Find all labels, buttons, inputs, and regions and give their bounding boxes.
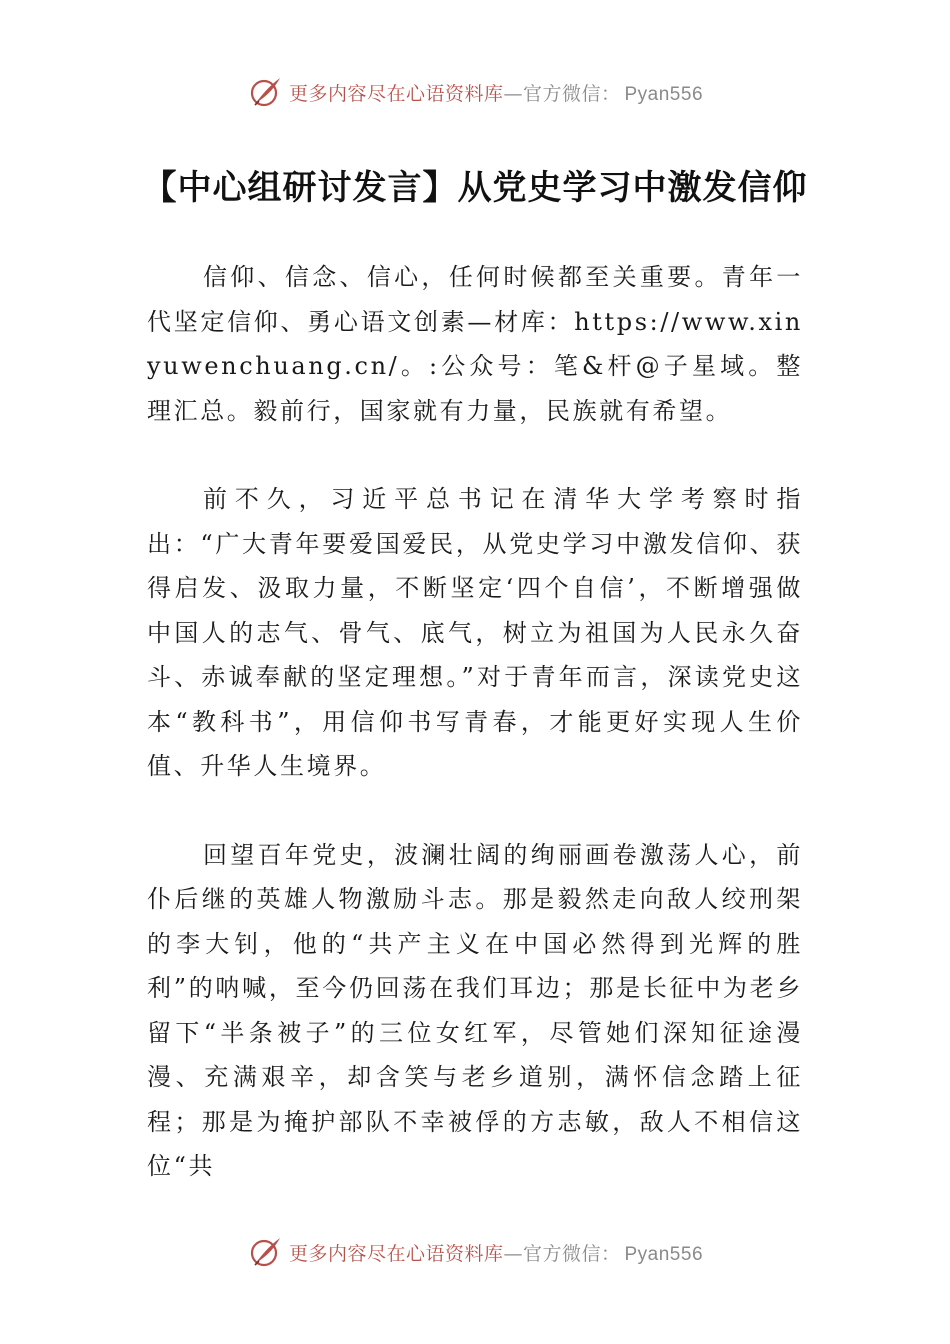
footer-banner-code: Pyan556 [624,1243,704,1265]
paragraph-2: 前不久，习近平总书记在清华大学考察时指出：“广大青年要爱国爱民，从党史学习中激发信仰、获得启发、汲取力量，不断坚定‘四个自信’，不断增强做中国人的志气、骨气、底气，树立为祖国为人民永久奋斗、赤诚奉献的坚定理想。”对于青年而言，深读党史这本“教科书”，用信仰书写青春，才能更好实现人生价值、升华人生境界。 [147,485,803,780]
document-body [147,255,803,1233]
quill-pen-logo-icon [247,1234,283,1270]
header-banner-code: Pyan556 [624,83,704,105]
footer-banner [0,1232,950,1272]
header-banner-sep: —官方微信： [503,82,621,105]
header-banner-text [289,79,703,106]
header-banner-main: 更多内容尽在心语资料库 [288,82,504,105]
paragraph-1: 信仰、信念、信心，任何时候都至关重要。青年一代坚定信仰、勇心语文创素—材库：https://www.xinyuwenchuang.cn/。:公众号：笔&杆@子星域。整理汇总。毅前行，国家就有力量，民族就有希望。 [147,263,803,425]
document-title: 【中心组研讨发言】从党史学习中激发信仰 [142,168,808,208]
header-banner [0,72,950,112]
footer-banner-text [289,1239,703,1266]
footer-banner-main: 更多内容尽在心语资料库 [288,1242,504,1265]
footer-banner-sep: —官方微信： [503,1242,621,1265]
paragraph-3: 回望百年党史，波澜壮阔的绚丽画卷激荡人心，前仆后继的英雄人物激励斗志。那是毅然走向敌人绞刑架的李大钊，他的“共产主义在中国必然得到光辉的胜利”的呐喊，至今仍回荡在我们耳边；那是长征中为老乡留下“半条被子”的三位女红军，尽管她们深知征途漫漫、充满艰辛，却含笑与老乡道别，满怀信念踏上征程；那是为掩护部队不幸被俘的方志敏，敌人不相信这位“共 [147,840,803,1180]
quill-pen-logo-icon [247,74,283,110]
